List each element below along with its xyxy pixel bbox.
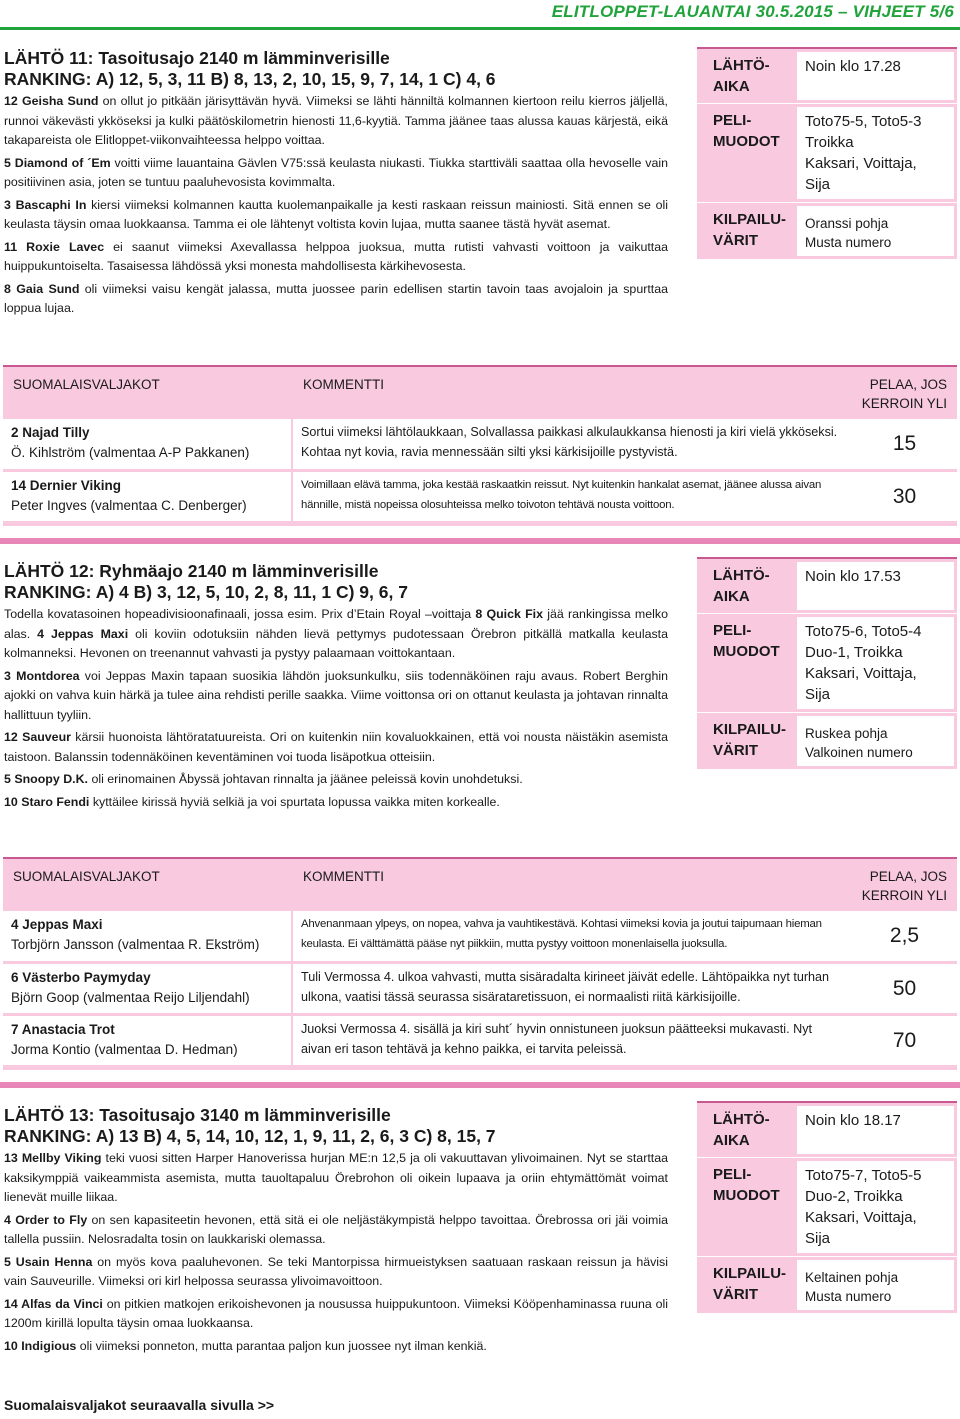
- tips-table-header: [3, 367, 957, 415]
- odds-cell: 30: [852, 472, 957, 521]
- race-title: LÄHTÖ 11: Tasoitusajo 2140 m lämminverisille: [4, 48, 390, 68]
- race-colors-row: [697, 202, 957, 259]
- game-types-value: Toto75-7, Toto5-5 Duo-2, Troikka Kaksari, Voittaja, Sija: [797, 1161, 954, 1253]
- race-colors-value: Keltainen pohja Musta numero: [797, 1260, 954, 1310]
- start-time-row: [697, 49, 957, 103]
- game-types-value: Toto75-5, Toto5-3 Troikka Kaksari, Voittaja, Sija: [797, 107, 954, 199]
- start-time-label: LÄHTÖ- AIKA: [713, 57, 770, 95]
- comment-cell: Voimillaan elävä tamma, joka kestää raskaatkin reissut. Nyt kuitenkin hankalat asemat, jäänee alussa aivan hännille, mistä nopeissa olosuhteissa melko toivoton tehtävä nousta voittoon.: [293, 472, 852, 521]
- table-row: [3, 911, 957, 961]
- game-types-label: PELI- MUODOT: [713, 112, 780, 150]
- race-12-info-box: [697, 557, 957, 769]
- game-types-label: PELI- MUODOT: [713, 1166, 780, 1204]
- tips-table-header: [3, 859, 957, 907]
- header-divider: [0, 27, 960, 30]
- driver-name: Ö. Kihlström (valmentaa A-P Pakkanen): [11, 444, 250, 460]
- race-colors-value: Oranssi pohja Musta numero: [797, 206, 954, 256]
- game-types-label: PELI- MUODOT: [713, 622, 780, 660]
- race-paragraph: 3 Montdorea voi Jeppas Maxin tapaan suosikia lähdön juoksunkulku, siis todennäköinen raju avaus. Robert Berghin ajokki on vahva kuin härkä ja tulee aina rehdisti perille saakka. Viime voittonsa ori on ottanut keulasta ja johtavan rinnalta hallittuun tyyliin.: [4, 668, 668, 722]
- race-11-text: [4, 48, 668, 319]
- race-colors-label: KILPAILU- VÄRIT: [713, 1265, 787, 1303]
- col-comment: KOMMENTTI: [303, 377, 384, 392]
- race-colors-label: KILPAILU- VÄRIT: [713, 721, 787, 759]
- race-paragraph: 13 Mellby Viking teki vuosi sitten Harper Hanoverissa hurjan ME:n 12,5 ja oli vakuuttavan ylivoimainen. Nyt se starttaa kaksikymppiä vaikeammista asemista, mutta tauoltapaluu Örebrohon oli oikein lupaava ja oriin ehtymättömät voimat lienevät muille liikaa.: [4, 1151, 668, 1204]
- start-time-label: LÄHTÖ- AIKA: [713, 1111, 770, 1149]
- section-divider: [0, 1082, 960, 1088]
- table-row: [3, 471, 957, 521]
- start-time-value: Noin klo 17.28: [797, 52, 954, 100]
- horse-name: 7 Anastacia Trot: [11, 1022, 115, 1037]
- race-paragraph: 12 Geisha Sund on ollut jo pitkään järisyttävän hyvä. Viimeksi se lähti hänniltä kolmannen kiertoon reilu kierros jäljellä, runnoi väkevästi ykköseksi ja kulki päätöskilometrin hienosti 11,6-kyytiä. Tamma jäänee taas alussa kauas kärjestä, eikä takapareista ole Elitloppet-viikonvaihteessa helppo voittaa.: [4, 94, 669, 147]
- race-paragraph: 10 Staro Fendi kyttäilee kirissä hyviä selkiä ja voi spurtata lopussa vaikka miten korkealle.: [4, 794, 500, 809]
- race-title: LÄHTÖ 12: Ryhmäajo 2140 m lämminverisille: [4, 561, 379, 581]
- start-time-label: LÄHTÖ- AIKA: [713, 567, 770, 605]
- race-ranking: RANKING: A) 4 B) 3, 12, 5, 10, 2, 8, 11, 1 C) 9, 6, 7: [4, 582, 408, 602]
- race-12-tips-table: [3, 857, 957, 1070]
- horse-name: 4 Jeppas Maxi: [11, 917, 103, 932]
- game-types-row: [697, 1157, 957, 1256]
- col-finnish-drivers: SUOMALAISVALJAKOT: [13, 869, 160, 884]
- race-colors-value: Ruskea pohja Valkoinen numero: [797, 716, 954, 766]
- race-paragraph: 5 Usain Henna on myös kova paaluhevonen. Se teki Mantorpissa hirmueistyksen saatuaan raskaan reissun ja hävisi vain Sauveurille. Viimeksi ori kirl helpossa seurassa ylivoimavoittoon.: [4, 1254, 668, 1288]
- col-finnish-drivers: SUOMALAISVALJAKOT: [13, 377, 160, 392]
- race-12-text: [4, 561, 668, 812]
- race-paragraph: 5 Diamond of ´Em voitti viime lauantaina Gävlen V75:ssä keulasta niukasti. Tiukka starttiväli saattaa olla hevoselle vain positiivinen asia, joten se tuntuu paaluhevosista kovimmalta.: [4, 155, 668, 189]
- start-time-row: [697, 1103, 957, 1157]
- start-time-value: Noin klo 17.53: [797, 562, 954, 610]
- race-11-info-box: [697, 47, 957, 259]
- comment-cell: Sortui viimeksi lähtölaukkaan, Solvallassa paikkasi alkulaukkansa hienosti ja kiri vielä ykköseksi. Kohtaa nyt kovia, ravia mennessään silti yksi kärkisijoille pystyvistä.: [293, 419, 852, 469]
- table-row: [3, 963, 957, 1013]
- driver-name: Torbjörn Jansson (valmentaa R. Ekström): [11, 936, 260, 952]
- comment-cell: Juoksi Vermossa 4. sisällä ja kiri suht´ hyvin onnistuneen juoksun päätteeksi mukavasti. Nyt aivan eri tason tehtävä ja kehno paikka, ei tarvita peleissä.: [293, 1016, 852, 1065]
- start-time-row: [697, 559, 957, 613]
- race-colors-row: [697, 712, 957, 769]
- driver-name: Björn Goop (valmentaa Reijo Liljendahl): [11, 989, 250, 1005]
- horse-name: 14 Dernier Viking: [11, 478, 122, 493]
- page-header-title: ELITLOPPET-LAUANTAI 30.5.2015 – VIHJEET 5/6: [551, 2, 954, 21]
- horse-driver-cell: [3, 419, 293, 469]
- race-paragraph: 14 Alfas da Vinci on pitkien matkojen erikoishevonen ja nousussa huippukuntoon. Viimeksi Kööpenhaminassa ruuna oli 1200m kirillä lopulta täysin omaa luokkaansa.: [4, 1296, 669, 1330]
- table-row: [3, 419, 957, 469]
- horse-driver-cell: [3, 964, 293, 1013]
- horse-driver-cell: [3, 1016, 293, 1065]
- race-title: LÄHTÖ 13: Tasoitusajo 3140 m lämminverisille: [4, 1105, 391, 1125]
- odds-cell: 70: [852, 1016, 957, 1065]
- race-11-tips-table: [3, 365, 957, 526]
- table-row: [3, 1015, 957, 1065]
- race-13-text: [4, 1105, 668, 1356]
- horse-driver-cell: [3, 472, 293, 521]
- horse-name: 6 Västerbo Paymyday: [11, 970, 151, 985]
- start-time-value: Noin klo 18.17: [797, 1106, 954, 1154]
- comment-cell: Tuli Vermossa 4. ulkoa vahvasti, mutta sisäradalta kirineet jäivät edelle. Lähtöpaikka nyt turhan ulkona, vaatisi tässä seurassa sisärataretissuon, ei normaalisti riitä kärkisijoille.: [293, 964, 852, 1013]
- race-paragraph: 11 Roxie Lavec ei saanut viimeksi Axevallassa helppoa juoksua, mutta rutisti vahvasti voittoon ja vaikuttaa huippukuntoiselta. Tasaisessa lähdössä yksi monesta mahdollisesta kärkihevosesta.: [4, 239, 669, 273]
- odds-cell: 15: [852, 419, 957, 469]
- horse-driver-cell: [3, 911, 293, 961]
- driver-name: Peter Ingves (valmentaa C. Denberger): [11, 497, 247, 513]
- horse-name: 2 Najad Tilly: [11, 425, 90, 440]
- col-comment: KOMMENTTI: [303, 869, 384, 884]
- comment-cell: Ahvenanmaan ylpeys, on nopea, vahva ja vauhtikestävä. Kohtasi viimeksi kovia ja joutui taipumaan hieman keulasta. Ei välttämättä pääse nyt piikkiin, mutta pystyy voittoon monenlaisella juoksulla.: [293, 911, 852, 961]
- race-ranking: RANKING: A) 13 B) 4, 5, 14, 10, 12, 1, 9, 11, 2, 6, 3 C) 8, 15, 7: [4, 1126, 496, 1146]
- driver-name: Jorma Kontio (valmentaa D. Hedman): [11, 1041, 238, 1057]
- race-13-info-box: [697, 1101, 957, 1313]
- col-odds: PELAA, JOS KERROIN YLI: [861, 377, 947, 411]
- odds-cell: 50: [852, 964, 957, 1013]
- race-colors-row: [697, 1256, 957, 1313]
- odds-cell: 2,5: [852, 911, 957, 961]
- race-colors-label: KILPAILU- VÄRIT: [713, 211, 787, 249]
- race-paragraph: 4 Order to Fly on sen kapasiteetin hevonen, että sitä ei ole neljästäkympistä helppo tavoittaa. Örebrossa ori jäi voimia tallella pussiin. Nelosradalta tosin on laukkariski olemassa.: [4, 1212, 668, 1246]
- race-paragraph: 3 Bascaphi In kiersi viimeksi kolmannen kautta kuolemanpaikalle ja kesti raskaan reissun mainiosti. Sitä ennen se oli keulasta täysin omaa luokkaansa. Tamma ei ole lähtenyt voltista kovin lujaa, mutta saanee tästä hyvät asemat.: [4, 197, 668, 231]
- game-types-row: [697, 613, 957, 712]
- next-page-link[interactable]: Suomalaisvaljakot seuraavalla sivulla >>: [4, 1397, 275, 1413]
- race-paragraph: 5 Snoopy D.K. oli erinomainen Åbyssä johtavan rinnalta ja jäänee peleissä kovin unohdetuksi.: [4, 772, 523, 786]
- race-paragraph: 12 Sauveur kärsii huonoista lähtöratatuureista. Ori on kuitenkin niin kovaluokkainen, että voi nousta näistäkin asemista taistoon. Balanssin todennäköinen keventäminen voi tuoda lisäpotkua otteisiin.: [4, 730, 668, 764]
- race-paragraph: Todella kovatasoinen hopeadivisioonafinaali, jossa esim. Prix d’Etain Royal –voittaja 8 Quick Fix jää rankingissa melko alas. 4 Jeppas Maxi oli koviin odotuksiin nähden lievä pettymys pudotessaan Örebron pitkällä matkalla keulasta kolmanneksi. Hevonen on treenannut vahvasti ja pystyy palaamaan voittokantaan.: [4, 607, 668, 660]
- game-types-value: Toto75-6, Toto5-4 Duo-1, Troikka Kaksari, Voittaja, Sija: [797, 617, 954, 709]
- race-paragraph: 10 Indigious oli viimeksi ponneton, mutta parantaa paljon kun juossee nyt ilman kenkiä.: [4, 1338, 487, 1353]
- race-paragraph: 8 Gaia Sund oli viimeksi vaisu kengät jalassa, mutta juossee parin edellisen startin tavoin taas avojaloin ja spurttaa loppua lujaa.: [4, 281, 668, 315]
- col-odds: PELAA, JOS KERROIN YLI: [861, 869, 947, 903]
- race-ranking: RANKING: A) 12, 5, 3, 11 B) 8, 13, 2, 10, 15, 9, 7, 14, 1 C) 4, 6: [4, 69, 496, 89]
- section-divider: [0, 538, 960, 544]
- game-types-row: [697, 103, 957, 202]
